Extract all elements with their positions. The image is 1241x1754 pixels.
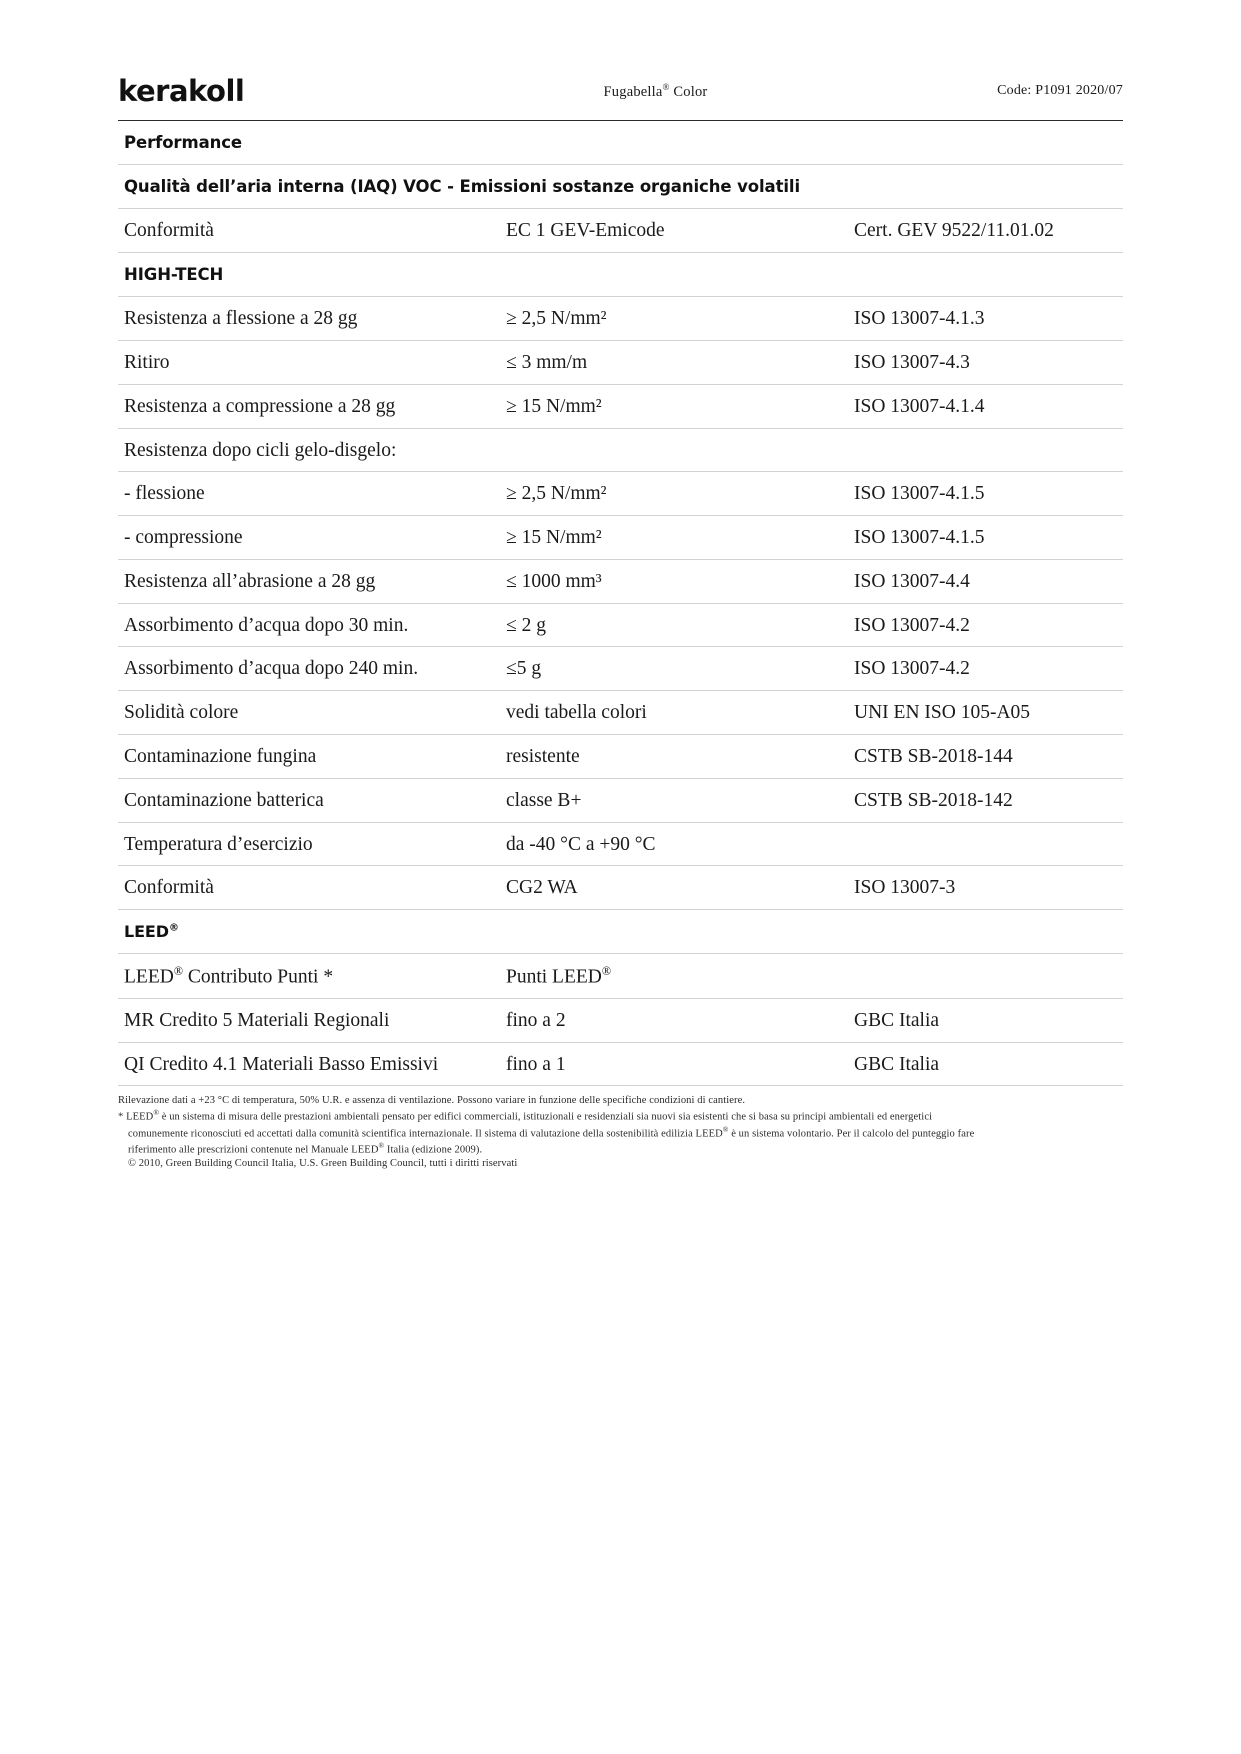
row-norm: ISO 13007-4.2: [848, 603, 1123, 647]
row-value: vedi tabella colori: [500, 691, 848, 735]
row-label: Conformità: [118, 209, 500, 253]
row-label-pre: LEED: [124, 966, 174, 988]
product-name: Fugabella: [603, 83, 663, 100]
footnote-line-4-text-b: Italia (edizione 2009).: [384, 1144, 483, 1156]
row-label: Contaminazione fungina: [118, 734, 500, 778]
row-label: Conformità: [118, 866, 500, 910]
table-row: [118, 822, 1123, 866]
section-title-hightech: HIGH-TECH: [118, 253, 1123, 297]
registered-mark-icon: ®: [378, 1141, 385, 1151]
footnote-line-2-text: è un sistema di misura delle prestazioni ambientali pensato per edifici commerciali, istituzionali e residenziali sia nuovi sia esistenti che si basa su principi ambientali ed energetici: [159, 1111, 933, 1123]
footnote-leed-marker: * LEED: [118, 1111, 154, 1123]
registered-mark-icon: ®: [168, 922, 179, 934]
row-label: Resistenza a compressione a 28 gg: [118, 384, 500, 428]
row-label: QI Credito 4.1 Materiali Basso Emissivi: [118, 1042, 500, 1086]
table-row: [118, 340, 1123, 384]
table-row: [118, 472, 1123, 516]
registered-mark-icon: ®: [173, 963, 184, 978]
row-norm: [848, 822, 1123, 866]
registered-mark-icon: ®: [601, 963, 612, 978]
table-row: [118, 691, 1123, 735]
row-label: Resistenza a flessione a 28 gg: [118, 297, 500, 341]
row-label: Solidità colore: [118, 691, 500, 735]
row-value: ≥ 2,5 N/mm²: [500, 297, 848, 341]
row-norm: [848, 953, 1123, 998]
registered-mark-icon: ®: [153, 1108, 159, 1118]
row-norm: ISO 13007-4.2: [848, 647, 1123, 691]
row-value: ≥ 2,5 N/mm²: [500, 472, 848, 516]
section-header-hightech: [118, 253, 1123, 297]
footnote-line-1: Rilevazione dati a +23 °C di temperatura, 50% U.R. e assenza di ventilazione. Possono variare in funzione delle specifiche condizioni di cantiere.: [118, 1095, 746, 1107]
table-row: [118, 297, 1123, 341]
row-label: Resistenza dopo cicli gelo-disgelo:: [118, 428, 500, 472]
row-label: - compressione: [118, 516, 500, 560]
row-norm: CSTB SB-2018-142: [848, 778, 1123, 822]
registered-mark-icon: ®: [662, 81, 670, 92]
kerakoll-logo: kerakoll: [118, 74, 245, 108]
footnote-line-2: [118, 1108, 1123, 1124]
row-norm: ISO 13007-4.3: [848, 340, 1123, 384]
row-label: [118, 953, 500, 998]
section-title-leed-text: LEED: [124, 922, 169, 942]
footnotes: [0, 1086, 1241, 1171]
section-title-leed: [118, 910, 1123, 954]
row-value: [500, 953, 848, 998]
footnote-line-4-text: riferimento alle prescrizioni contenute nel Manuale LEED: [128, 1144, 379, 1156]
row-label: Assorbimento d’acqua dopo 30 min.: [118, 603, 500, 647]
row-norm: ISO 13007-4.1.5: [848, 472, 1123, 516]
row-value: classe B+: [500, 778, 848, 822]
table-row: [118, 866, 1123, 910]
footnote-line-4: [118, 1141, 1123, 1157]
row-value: da -40 °C a +90 °C: [500, 822, 848, 866]
table-row: [118, 647, 1123, 691]
row-norm: UNI EN ISO 105-A05: [848, 691, 1123, 735]
row-value: fino a 2: [500, 998, 848, 1042]
table-row: [118, 953, 1123, 998]
table-row: [118, 559, 1123, 603]
row-norm: ISO 13007-3: [848, 866, 1123, 910]
row-norm: ISO 13007-4.1.4: [848, 384, 1123, 428]
row-label: Assorbimento d’acqua dopo 240 min.: [118, 647, 500, 691]
table-row: [118, 998, 1123, 1042]
row-label: Ritiro: [118, 340, 500, 384]
performance-spec-table: [118, 120, 1123, 1086]
row-value: ≤ 2 g: [500, 603, 848, 647]
row-value: fino a 1: [500, 1042, 848, 1086]
row-label: Temperatura d’esercizio: [118, 822, 500, 866]
row-value-pre: Punti LEED: [506, 966, 602, 988]
row-norm: ISO 13007-4.1.5: [848, 516, 1123, 560]
document-product-title: [448, 82, 863, 101]
table-row: [118, 1042, 1123, 1086]
row-norm: ISO 13007-4.4: [848, 559, 1123, 603]
row-value: CG2 WA: [500, 866, 848, 910]
footnote-line-3-text: comunemente riconosciuti ed accettati dalla comunità scientifica internazionale. Il sistema di valutazione della sostenibilità edilizia LEED: [128, 1128, 723, 1140]
table-row: [118, 734, 1123, 778]
row-value: resistente: [500, 734, 848, 778]
row-value: ≥ 15 N/mm²: [500, 516, 848, 560]
section-title-performance: Performance: [118, 121, 1123, 165]
row-norm: ISO 13007-4.1.3: [848, 297, 1123, 341]
row-label: - flessione: [118, 472, 500, 516]
table-row: [118, 384, 1123, 428]
section-header-iaq: [118, 165, 1123, 209]
row-label: MR Credito 5 Materiali Regionali: [118, 998, 500, 1042]
row-value: [500, 428, 848, 472]
row-value: ≤5 g: [500, 647, 848, 691]
row-value: ≤ 3 mm/m: [500, 340, 848, 384]
row-norm: Cert. GEV 9522/11.01.02: [848, 209, 1123, 253]
table-row: [118, 603, 1123, 647]
table-row: [118, 428, 1123, 472]
footnote-line-3-text-b: è un sistema volontario. Per il calcolo del punteggio fare: [728, 1128, 975, 1140]
row-label: Contaminazione batterica: [118, 778, 500, 822]
row-value: ≥ 15 N/mm²: [500, 384, 848, 428]
table-row: [118, 209, 1123, 253]
page-header: [0, 0, 1241, 120]
row-label: Resistenza all’abrasione a 28 gg: [118, 559, 500, 603]
row-value: ≤ 1000 mm³: [500, 559, 848, 603]
row-norm: GBC Italia: [848, 1042, 1123, 1086]
table-row: [118, 778, 1123, 822]
row-label-post: Contributo Punti *: [183, 966, 334, 988]
row-value: EC 1 GEV-Emicode: [500, 209, 848, 253]
footnote-line-3: [118, 1125, 1123, 1141]
product-name-suffix: Color: [669, 83, 708, 100]
section-title-iaq: Qualità dell’aria interna (IAQ) VOC - Emissioni sostanze organiche volatili: [118, 165, 1123, 209]
registered-mark-icon: ®: [722, 1124, 729, 1134]
row-norm: CSTB SB-2018-144: [848, 734, 1123, 778]
section-header-performance: [118, 121, 1123, 165]
document-code: Code: P1091 2020/07: [997, 83, 1123, 98]
row-norm: GBC Italia: [848, 998, 1123, 1042]
footnote-copyright: © 2010, Green Building Council Italia, U.S. Green Building Council, tutti i diritti riservati: [128, 1158, 518, 1170]
table-row: [118, 516, 1123, 560]
section-header-leed: [118, 910, 1123, 954]
row-norm: [848, 428, 1123, 472]
spec-table-wrapper: [0, 120, 1241, 1086]
